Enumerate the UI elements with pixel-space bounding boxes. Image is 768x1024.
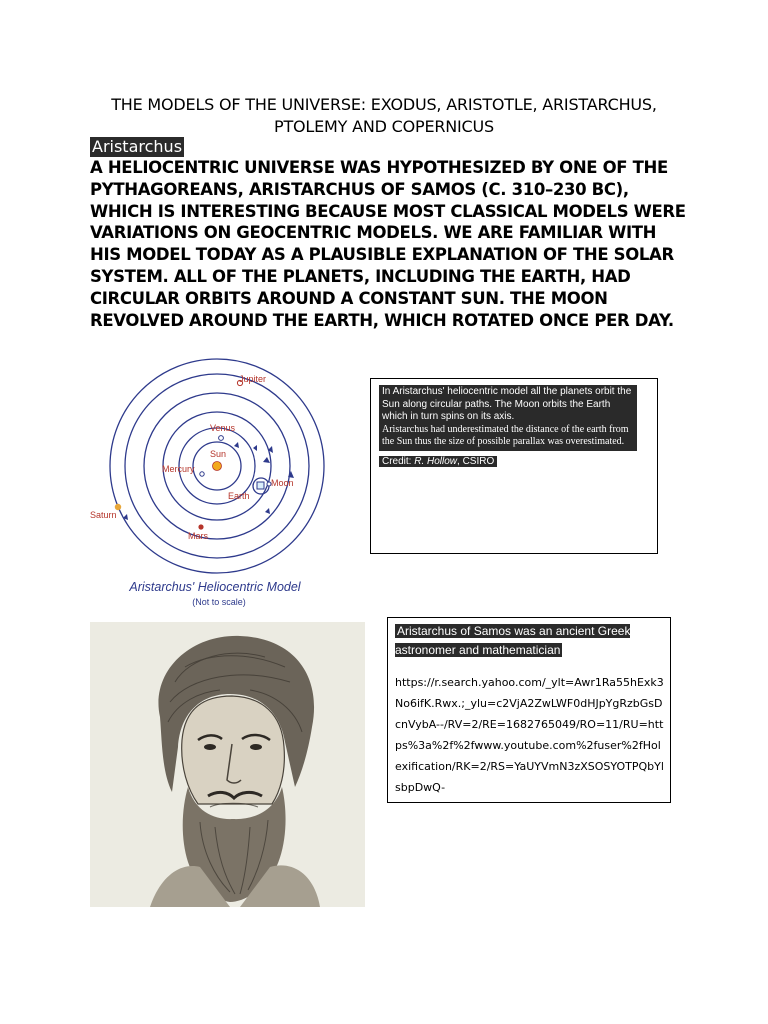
mars	[198, 524, 203, 529]
caption-text	[379, 385, 637, 451]
diagram-caption-box	[370, 378, 658, 554]
diagram-subtitle: (Not to scale)	[192, 597, 246, 607]
page-title: THE MODELS OF THE UNIVERSE: EXODUS, ARISTOTLE, ARISTARCHUS, PTOLEMY AND COPERNICUS	[111, 95, 657, 136]
credit-org: , CSIRO	[457, 455, 495, 467]
label-venus: Venus	[210, 423, 236, 433]
label-moon: Moon	[271, 478, 294, 488]
portrait-icon	[90, 622, 365, 907]
diagram-title: Aristarchus' Heliocentric Model	[129, 580, 301, 594]
credit-name: R. Hollow	[414, 455, 458, 467]
label-jupiter: Jupiter	[239, 374, 267, 384]
info-tag-text: Aristarchus of Samos was an ancient Greek astronomer and mathematician	[395, 624, 631, 657]
caption-line-1: In Aristarchus' heliocentric model all the planets orbit the Sun along circular paths. The Moon orbits the Earth which in turn spins on its axis.	[382, 386, 632, 422]
sun	[213, 462, 222, 471]
body-paragraph: A HELIOCENTRIC UNIVERSE WAS HYPOTHESIZED BY ONE OF THE PYTHAGOREANS, ARISTARCHUS OF SAMOS (C. 310–230 BC), WHICH IS INTERESTING BECAUSE MOST CLASSICAL MODELS WERE VARIATIONS ON GEOCENTRIC MODELS. WE ARE FAMILIAR WITH HIS MODEL TODAY AS A PLAUSIBLE EXPLANATION OF THE SOLAR SYSTEM. ALL OF THE PLANETS, INCLUDING THE EARTH, HAD CIRCULAR ORBITS AROUND A CONSTANT SUN. THE MOON REVOLVED AROUND THE EARTH, WHICH ROTATED ONCE PER DAY.	[90, 158, 686, 330]
label-mercury: Mercury	[162, 464, 195, 474]
venus	[219, 436, 224, 441]
caption-line-2: Aristarchus had underestimated the distance of the earth from the Sun thus the size of possible parallax was overestimated.	[382, 423, 629, 447]
earth	[257, 482, 264, 489]
section-heading: Aristarchus	[92, 137, 183, 156]
heliocentric-diagram	[85, 350, 345, 612]
label-earth: Earth	[228, 491, 250, 501]
label-saturn: Saturn	[90, 510, 117, 520]
caption-credit	[379, 456, 497, 467]
label-mars: Mars	[188, 531, 208, 541]
source-url[interactable]: https://r.search.yahoo.com/_ylt=Awr1Ra55hExk3No6ifK.Rwx.;_ylu=c2VjA2ZwLWF0dHJpYgRzbGsDcnVybA--/RV=2/RE=1682765049/RO=11/RU=https%3a%2f%2fwww.youtube.com%2fuser%2fHolexification/RK=2/RS=YaUYVmN3zXSOSYOTPQbYlsbpDwQ-	[395, 676, 664, 794]
source-link-box	[387, 617, 671, 803]
credit-prefix: Credit:	[382, 455, 415, 467]
mercury	[200, 472, 204, 476]
label-sun: Sun	[210, 449, 227, 459]
info-tag	[395, 622, 664, 660]
